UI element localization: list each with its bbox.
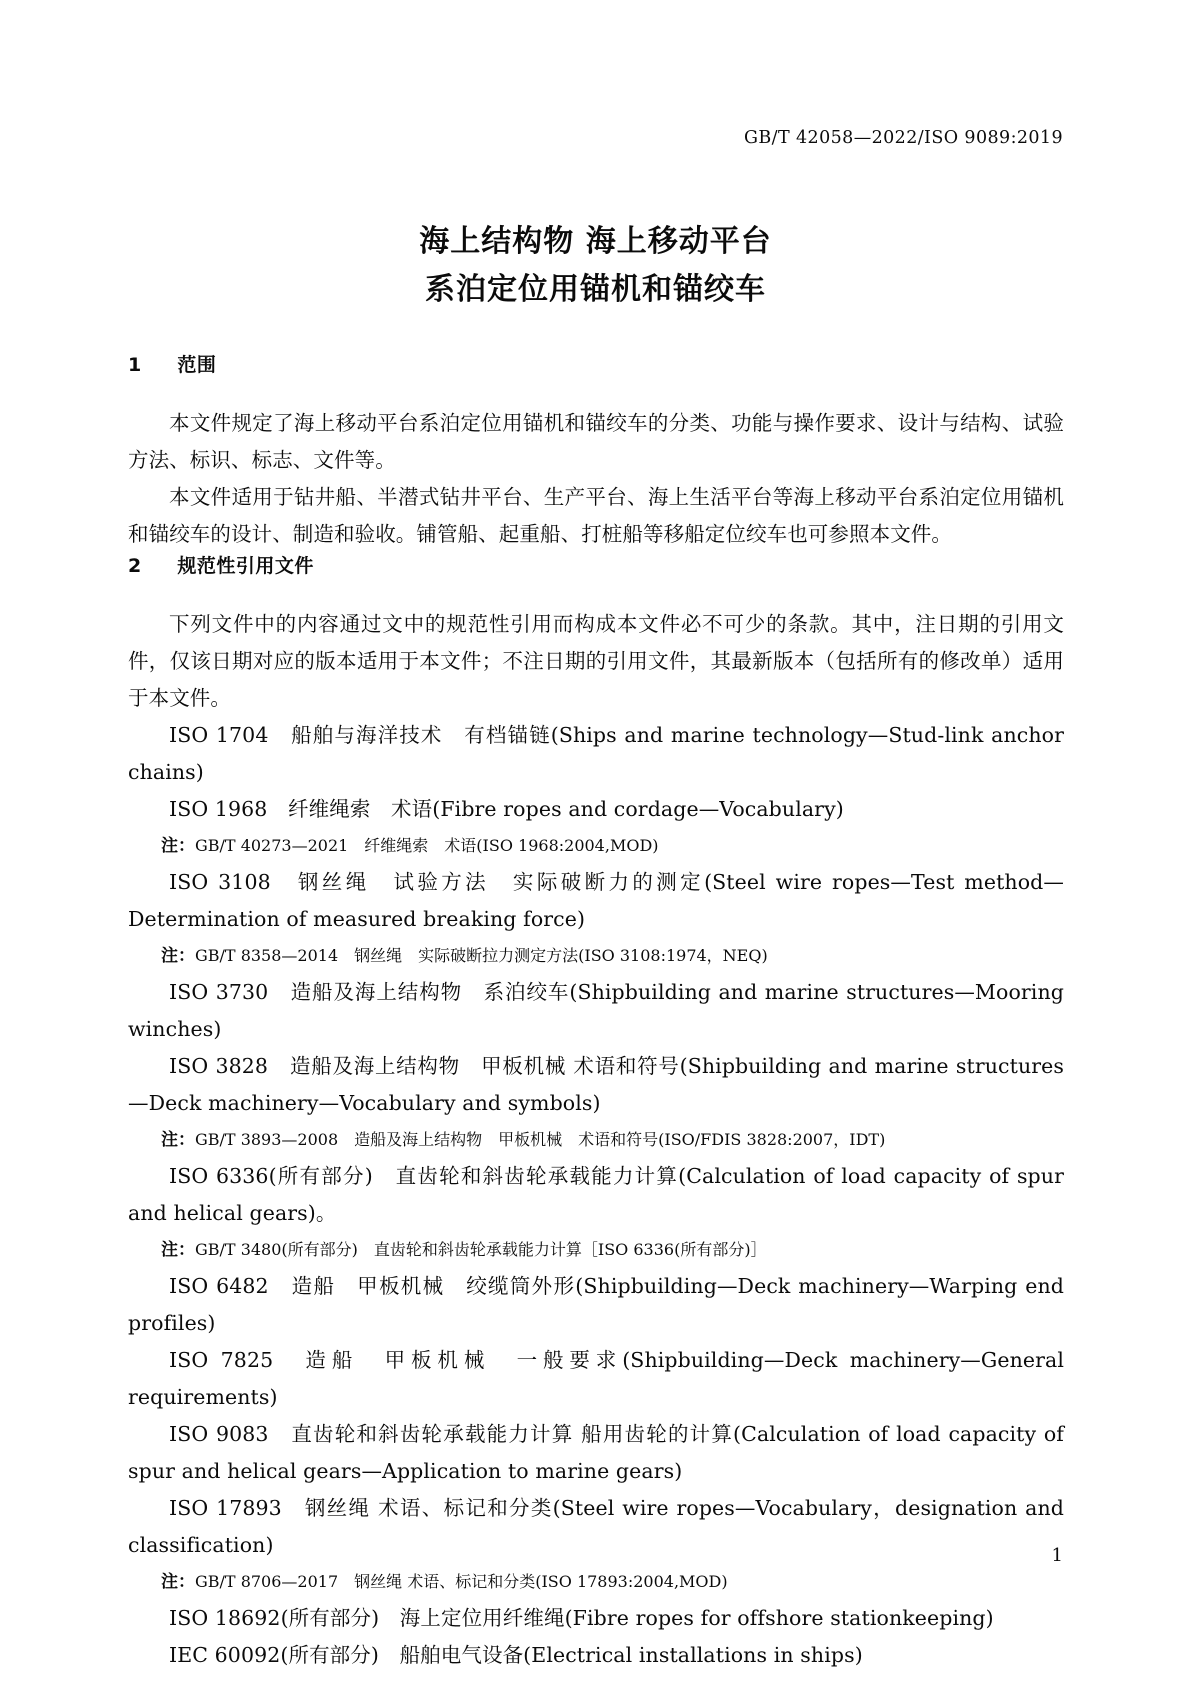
reference-note [128, 938, 1064, 974]
reference-entry: ISO 17893 钢丝绳 术语、标记和分类(Steel wire ropes—Vocabulary，designation and classification) [128, 1496, 1064, 1557]
reference-note [128, 1232, 1064, 1268]
clause-1-paragraph-2: 本文件适用于钻井船、半潜式钻井平台、生产平台、海上生活平台等海上移动平台系泊定位用锚机和锚绞车的设计、制造和验收。铺管船、起重船、打桩船等移船定位绞车也可参照本文件。 [128, 485, 1064, 546]
normative-references-list [128, 717, 1064, 1674]
clause-title-1: 范围 [177, 354, 217, 376]
reference-entry: ISO 1704 船舶与海洋技术 有档锚链(Ships and marine technology—Stud-link anchor chains) [128, 723, 1064, 784]
clause-heading-2 [128, 553, 1064, 579]
reference-note-label: 注： [161, 1572, 195, 1592]
reference-entry: ISO 9083 直齿轮和斜齿轮承载能力计算 船用齿轮的计算(Calculation of load capacity of spur and helical gears—Application to marine gears) [128, 1422, 1064, 1483]
document-title [0, 218, 1191, 314]
reference-entry: ISO 6482 造船 甲板机械 绞缆筒外形(Shipbuilding—Deck machinery—Warping end profiles) [128, 1274, 1064, 1335]
document-title-line-2: 系泊定位用锚机和锚绞车 [425, 272, 766, 307]
reference-entry: ISO 7825 造船 甲板机械 一般要求(Shipbuilding—Deck machinery—General requirements) [128, 1348, 1064, 1409]
reference-note [128, 1122, 1064, 1158]
reference-entry: IEC 60092(所有部分) 船舶电气设备(Electrical installations in ships) [169, 1643, 863, 1667]
document-body [128, 352, 1064, 1674]
spacer [128, 579, 1064, 606]
reference-note-text: GB/T 3893—2008 造船及海上结构物 甲板机械 术语和符号(ISO/FDIS 3828:2007，IDT) [195, 1130, 886, 1149]
reference-note-label: 注： [161, 1240, 195, 1260]
clause-number-2: 2 [128, 555, 142, 577]
reference-note-label: 注： [161, 946, 195, 966]
reference-note-text: GB/T 8706—2017 钢丝绳 术语、标记和分类(ISO 17893:2004,MOD) [195, 1572, 728, 1591]
clause-2-paragraph-1: 下列文件中的内容通过文中的规范性引用而构成本文件必不可少的条款。其中，注日期的引用文件，仅该日期对应的版本适用于本文件；不注日期的引用文件，其最新版本（包括所有的修改单）适用于本文件。 [128, 612, 1064, 710]
reference-entry: ISO 3108 钢丝绳 试验方法 实际破断力的测定(Steel wire ropes—Test method—Determination of measured breaking force) [128, 870, 1064, 931]
reference-entry: ISO 6336(所有部分) 直齿轮和斜齿轮承载能力计算(Calculation of load capacity of spur and helical gears)。 [128, 1164, 1064, 1225]
reference-note-label: 注： [161, 1130, 195, 1150]
document-title-line-1: 海上结构物 海上移动平台 [419, 224, 772, 259]
reference-entry: ISO 3828 造船及海上结构物 甲板机械 术语和符号(Shipbuilding and marine structures—Deck machinery—Vocabulary and symbols) [128, 1054, 1064, 1115]
clause-1-paragraph-1: 本文件规定了海上移动平台系泊定位用锚机和锚绞车的分类、功能与操作要求、设计与结构、试验方法、标识、标志、文件等。 [128, 411, 1064, 472]
reference-note [128, 1564, 1064, 1600]
reference-entry: ISO 18692(所有部分) 海上定位用纤维绳(Fibre ropes for offshore stationkeeping) [169, 1606, 994, 1630]
page-number: 1 [1051, 1545, 1063, 1566]
running-header-standard-number: GB/T 42058—2022/ISO 9089:2019 [744, 128, 1063, 148]
reference-entry: ISO 1968 纤维绳索 术语(Fibre ropes and cordage—Vocabulary) [169, 797, 844, 821]
clause-number-1: 1 [128, 354, 142, 376]
clause-heading-1 [128, 352, 1064, 378]
reference-entry: ISO 3730 造船及海上结构物 系泊绞车(Shipbuilding and marine structures—Mooring winches) [128, 980, 1064, 1041]
reference-note-text: GB/T 40273—2021 纤维绳索 术语(ISO 1968:2004,MOD) [195, 836, 659, 855]
reference-note-label: 注： [161, 836, 195, 856]
spacer [128, 378, 1064, 405]
reference-note-text: GB/T 3480(所有部分) 直齿轮和斜齿轮承载能力计算［ISO 6336(所有部分)］ [195, 1240, 767, 1259]
reference-note [128, 828, 1064, 864]
clause-title-2: 规范性引用文件 [177, 555, 314, 577]
reference-note-text: GB/T 8358—2014 钢丝绳 实际破断拉力测定方法(ISO 3108:1974，NEQ) [195, 946, 768, 965]
